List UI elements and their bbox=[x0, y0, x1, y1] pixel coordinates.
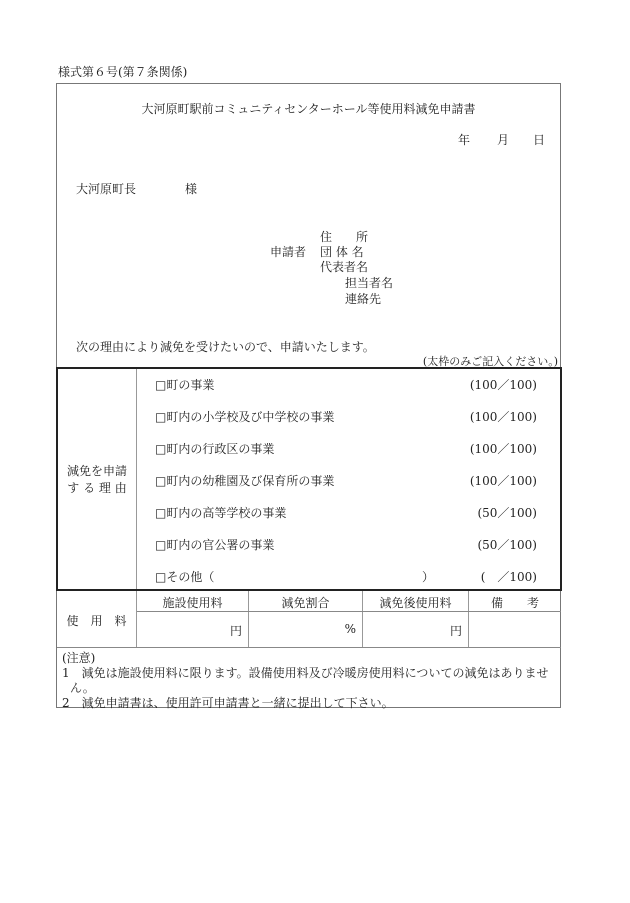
fee-ratio-input[interactable]: % bbox=[344, 622, 356, 636]
reason-label-line1: 減免を申請 bbox=[66, 464, 127, 478]
request-text: 次の理由により減免を受けたいので、申請いたします。 bbox=[76, 340, 375, 354]
applicant-representative-label[interactable]: 代表者名 bbox=[320, 260, 369, 274]
reason-ratio: (100／100) bbox=[469, 442, 537, 456]
addressee-name: 大河原町長 bbox=[76, 182, 137, 196]
fee-row-label: 使 用 料 bbox=[66, 614, 127, 628]
reason-ratio: (50／100) bbox=[477, 506, 537, 520]
reason-option-town[interactable]: □町の事業 bbox=[155, 378, 215, 392]
date-year-label: 年 bbox=[458, 133, 471, 147]
reason-divider bbox=[136, 369, 137, 589]
applicant-contact-label[interactable]: 連絡先 bbox=[345, 292, 382, 306]
reason-option-high-school[interactable]: □町内の高等学校の事業 bbox=[155, 506, 287, 520]
note-item-1: 1 減免は施設使用料に限ります。設備使用料及び冷暖房使用料についての減免はありませ bbox=[62, 666, 549, 680]
applicant-address-label[interactable]: 住 所 bbox=[320, 230, 369, 244]
reason-option-schools[interactable]: □町内の小学校及び中学校の事業 bbox=[155, 410, 335, 424]
applicant-contact-person-label[interactable]: 担当者名 bbox=[345, 276, 394, 290]
form-title: 大河原町駅前コミュニティセンターホール等使用料減免申請書 bbox=[141, 102, 476, 116]
reason-ratio-other[interactable]: ( ／100) bbox=[480, 570, 537, 584]
fee-bottom-line bbox=[57, 647, 561, 648]
fee-facility-input[interactable]: 円 bbox=[229, 624, 242, 638]
reason-other-close: ） bbox=[422, 570, 435, 584]
reason-ratio: (100／100) bbox=[469, 474, 537, 488]
date-day-label: 日 bbox=[533, 133, 546, 147]
reason-option-district[interactable]: □町内の行政区の事業 bbox=[155, 442, 275, 456]
fee-header-ratio: 減免割合 bbox=[281, 596, 330, 610]
reason-option-other[interactable]: □その他（ bbox=[155, 570, 215, 584]
applicant-label: 申請者 bbox=[270, 245, 307, 259]
reason-ratio: (100／100) bbox=[469, 378, 537, 392]
addressee-honorific: 様 bbox=[185, 182, 198, 196]
notes-heading: (注意) bbox=[62, 651, 96, 665]
reason-ratio: (100／100) bbox=[469, 410, 537, 424]
applicant-group-label[interactable]: 団 体 名 bbox=[320, 245, 364, 259]
instruction-text: (太枠のみご記入ください。) bbox=[422, 355, 558, 368]
note-item-1-cont: ん。 bbox=[70, 681, 95, 695]
form-number-label: 様式第６号(第７条関係) bbox=[58, 65, 188, 79]
reason-ratio: (50／100) bbox=[477, 538, 537, 552]
reason-section-label bbox=[58, 463, 136, 497]
date-month-label: 月 bbox=[497, 133, 510, 147]
note-item-2: 2 減免申請書は、使用許可申請書と一緒に提出して下さい。 bbox=[62, 696, 394, 710]
fee-header-facility: 施設使用料 bbox=[162, 596, 223, 610]
reason-option-kindergarten[interactable]: □町内の幼稚園及び保育所の事業 bbox=[155, 474, 335, 488]
reason-label-line2: す る 理 由 bbox=[67, 481, 127, 495]
reason-option-government[interactable]: □町内の官公署の事業 bbox=[155, 538, 275, 552]
fee-header-remarks: 備 考 bbox=[490, 596, 539, 610]
fee-remarks-input[interactable] bbox=[469, 612, 561, 647]
fee-after-input[interactable]: 円 bbox=[449, 624, 462, 638]
fee-header-after: 減免後使用料 bbox=[379, 596, 452, 610]
